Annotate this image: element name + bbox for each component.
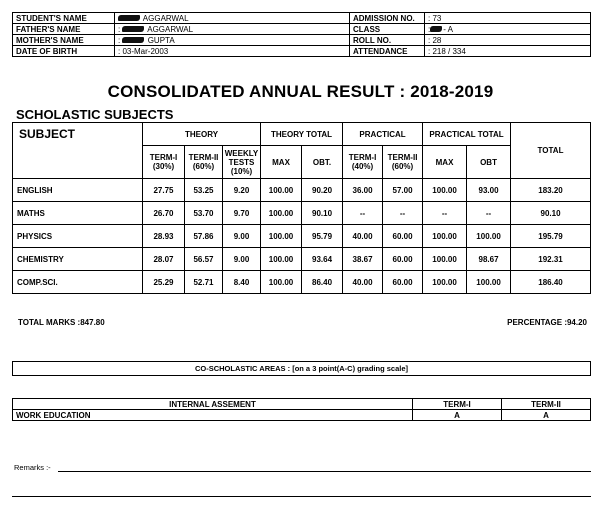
work-education-term1-grade: A: [413, 410, 502, 421]
table-cell: 9.70: [223, 202, 261, 225]
total-header: TOTAL: [511, 123, 591, 179]
table-cell: MATHS: [13, 202, 143, 225]
total-marks: TOTAL MARKS :847.80: [18, 318, 105, 327]
student-name-text: AGGARWAL: [142, 13, 189, 23]
page-title: CONSOLIDATED ANNUAL RESULT : 2018-2019: [107, 82, 494, 101]
internal-term2-header: TERM-II: [502, 399, 591, 410]
table-cell: 9.20: [223, 179, 261, 202]
internal-assessment-header: INTERNAL ASSEMENT: [13, 399, 413, 410]
table-cell: 38.67: [343, 248, 383, 271]
table-cell: 195.79: [511, 225, 591, 248]
internal-term1-header: TERM-I: [413, 399, 502, 410]
theory-total-header: THEORY TOTAL: [261, 123, 343, 146]
table-row: [13, 248, 591, 271]
father-name-text: AGGARWAL: [147, 24, 194, 34]
table-cell: 100.00: [467, 271, 511, 294]
table-cell: 28.93: [143, 225, 185, 248]
roll-label: ROLL NO.: [350, 35, 425, 46]
table-cell: 186.40: [511, 271, 591, 294]
attendance-label: ATTENDANCE: [350, 46, 425, 57]
colon-text: :: [428, 24, 431, 34]
internal-header-row: [13, 399, 591, 410]
table-cell: 100.00: [261, 225, 302, 248]
colon-text: :: [118, 35, 121, 45]
table-cell: 25.29: [143, 271, 185, 294]
section-title: SCHOLASTIC SUBJECTS: [16, 107, 174, 122]
theory-obt-header: OBT.: [302, 146, 343, 179]
bottom-divider: [12, 496, 591, 497]
table-cell: 36.00: [343, 179, 383, 202]
student-name-label: STUDENT'S NAME: [13, 13, 115, 24]
remarks-label: Remarks :-: [14, 463, 51, 472]
table-cell: 86.40: [302, 271, 343, 294]
table-cell: 60.00: [383, 248, 423, 271]
remarks-line: [58, 471, 591, 472]
table-cell: 192.31: [511, 248, 591, 271]
roll-value: : 28: [425, 35, 591, 46]
practical-header: PRACTICAL: [343, 123, 423, 146]
info-row-father: [13, 24, 591, 35]
table-row: [13, 225, 591, 248]
work-education-term2-grade: A: [502, 410, 591, 421]
student-name-value: [115, 13, 350, 24]
class-text: - A: [443, 24, 454, 34]
weekly-tests-header: WEEKLY TESTS (10%): [223, 146, 261, 179]
table-cell: 53.25: [185, 179, 223, 202]
co-scholastic-heading: CO-SCHOLASTIC AREAS : [on a 3 point(A-C) grading scale]: [12, 361, 591, 376]
table-cell: 100.00: [423, 179, 467, 202]
table-cell: --: [467, 202, 511, 225]
student-info-table: [12, 12, 591, 57]
practical-max-header: MAX: [423, 146, 467, 179]
dob-label: DATE OF BIRTH: [13, 46, 115, 57]
class-label: CLASS: [350, 24, 425, 35]
colon-text: :: [118, 24, 121, 34]
mother-name-text: GUPTA: [147, 35, 175, 45]
practical-term1-header: TERM-I (40%): [343, 146, 383, 179]
percentage: PERCENTAGE :94.20: [507, 318, 587, 327]
table-cell: 57.86: [185, 225, 223, 248]
internal-row-work-education: [13, 410, 591, 421]
table-cell: 183.20: [511, 179, 591, 202]
table-cell: 60.00: [383, 225, 423, 248]
mother-name-label: MOTHER'S NAME: [13, 35, 115, 46]
subject-header: SUBJECT: [13, 123, 143, 179]
table-cell: 100.00: [261, 248, 302, 271]
practical-total-header: PRACTICAL TOTAL: [423, 123, 511, 146]
redaction-mark: [122, 37, 144, 43]
info-row-dob: [13, 46, 591, 57]
table-cell: 100.00: [261, 271, 302, 294]
table-cell: 52.71: [185, 271, 223, 294]
dob-value: : 03-Mar-2003: [115, 46, 350, 57]
theory-term2-header: TERM-II (60%): [185, 146, 223, 179]
table-cell: 90.20: [302, 179, 343, 202]
table-row: [13, 271, 591, 294]
table-cell: ENGLISH: [13, 179, 143, 202]
table-cell: 40.00: [343, 225, 383, 248]
theory-header: THEORY: [143, 123, 261, 146]
theory-term1-header: TERM-I (30%): [143, 146, 185, 179]
table-row: [13, 202, 591, 225]
table-cell: 8.40: [223, 271, 261, 294]
table-cell: 28.07: [143, 248, 185, 271]
info-row-name: [13, 13, 591, 24]
father-name-label: FATHER'S NAME: [13, 24, 115, 35]
table-cell: --: [343, 202, 383, 225]
table-cell: 60.00: [383, 271, 423, 294]
work-education-label: WORK EDUCATION: [13, 410, 413, 421]
attendance-value: : 218 / 334: [425, 46, 591, 57]
table-cell: 40.00: [343, 271, 383, 294]
table-cell: CHEMISTRY: [13, 248, 143, 271]
table-cell: COMP.SCI.: [13, 271, 143, 294]
table-cell: 27.75: [143, 179, 185, 202]
redaction-mark: [430, 26, 442, 32]
table-cell: PHYSICS: [13, 225, 143, 248]
table-cell: --: [423, 202, 467, 225]
table-cell: 9.00: [223, 225, 261, 248]
table-cell: 93.64: [302, 248, 343, 271]
table-cell: 98.67: [467, 248, 511, 271]
table-cell: 26.70: [143, 202, 185, 225]
redaction-mark: [122, 26, 144, 32]
table-cell: 53.70: [185, 202, 223, 225]
table-cell: --: [383, 202, 423, 225]
table-cell: 100.00: [261, 179, 302, 202]
table-cell: 93.00: [467, 179, 511, 202]
father-name-value: [115, 24, 350, 35]
admission-label: ADMISSION NO.: [350, 13, 425, 24]
mother-name-value: [115, 35, 350, 46]
table-cell: 56.57: [185, 248, 223, 271]
table-cell: 100.00: [423, 225, 467, 248]
table-row: [13, 179, 591, 202]
info-row-mother: [13, 35, 591, 46]
redaction-mark: [118, 15, 140, 21]
table-cell: 90.10: [511, 202, 591, 225]
table-cell: 57.00: [383, 179, 423, 202]
table-cell: 90.10: [302, 202, 343, 225]
header-row-main: [13, 123, 591, 146]
marks-table: [12, 122, 591, 294]
table-cell: 95.79: [302, 225, 343, 248]
internal-assessment-table: [12, 398, 591, 421]
theory-max-header: MAX: [261, 146, 302, 179]
practical-term2-header: TERM-II (60%): [383, 146, 423, 179]
table-cell: 100.00: [467, 225, 511, 248]
practical-obt-header: OBT: [467, 146, 511, 179]
class-value: [425, 24, 591, 35]
table-cell: 100.00: [423, 271, 467, 294]
table-cell: 100.00: [261, 202, 302, 225]
table-cell: 100.00: [423, 248, 467, 271]
admission-value: : 73: [425, 13, 591, 24]
table-cell: 9.00: [223, 248, 261, 271]
